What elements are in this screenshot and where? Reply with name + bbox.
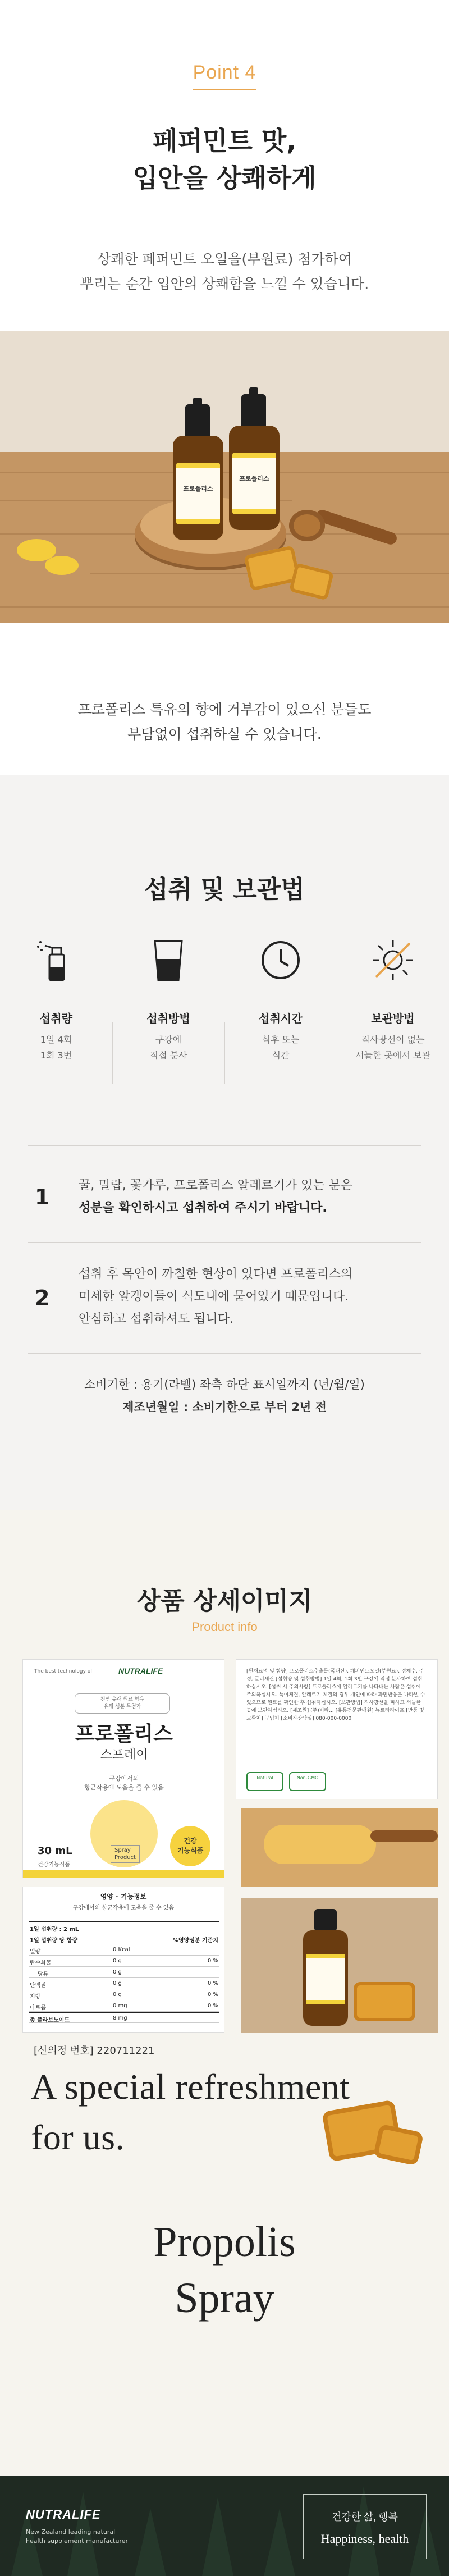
point-description (0, 247, 449, 296)
footer (0, 2476, 449, 2576)
tree-silhouette (135, 2509, 166, 2576)
footer-tagline-line: New Zealand leading natural (26, 2528, 116, 2536)
tree-silhouette (264, 2509, 295, 2576)
nutrition-header-row (29, 1922, 219, 1933)
functional-row (29, 2012, 219, 2023)
note-text (79, 1175, 427, 1220)
intake-icon-row (0, 938, 449, 1098)
note-line-bold: 성분을 확인하시고 섭취하여 주시기 바랍니다. (79, 1201, 327, 1215)
nutrient-name: 열량 (30, 1949, 41, 1955)
footer-logo: NUTRALIFE (26, 2508, 101, 2522)
bottle-photo (241, 1898, 438, 2033)
spray-tag-line: Product (114, 1855, 136, 1861)
point-headline (0, 122, 449, 197)
intake-item-title: 섭취량 (40, 1012, 72, 1025)
footer-tagline-line: health supplement manufacturer (26, 2537, 128, 2545)
bottle-cap (185, 404, 210, 438)
spray-icon (34, 938, 79, 983)
nutrient-name: 단백질 (30, 1983, 46, 1989)
col-header: %영양성분 기준치 (172, 1938, 218, 1944)
functional-value: 8 mg (113, 2015, 127, 2021)
nutrition-subtitle: 구강에서의 항균작용에 도움을 줄 수 있음 (72, 1905, 175, 1911)
honeycomb-piece (373, 2123, 424, 2166)
functional-name: 총 플라보노이드 (30, 2017, 70, 2024)
ingredient-text: [원재료명 및 함량] 프로폴리스추출물(국내산), 페퍼민트오일(부원료), 정제수, 주정, 글리세린 [섭취량 및 섭취방법] 1일 4회, 1회 3번 구강에 직접 분사하여 섭취하십시오. [섭취 시 주의사항] 프로폴리스에 알레르기를 나타내는 사람은 섭취에 주의하십시오. 특이체질, 알레르기 체질의 경우 개인에 따라 과민반응을 나타낼 수 있으므로 원료를 확인한 후 섭취하십시오. [보관방법] 직사광선을 피하고 서늘한 곳에 보관하십시오. [제조원] (주)비타... [유통전문판매원] 뉴트라라이프 [반품 및 교환처] 구입처 [소비자상담실] 080-000-0000 (246, 1669, 425, 1721)
divider (28, 1145, 421, 1146)
bottle-label (176, 463, 220, 524)
bottle-label-text: 프로폴리스 (183, 485, 213, 492)
ingredient-info-panel (236, 1659, 438, 1799)
nutrition-title: 영양 · 기능정보 (100, 1893, 147, 1901)
scent-note-section (0, 623, 449, 775)
product-name-line-1: Propolis (153, 2218, 296, 2266)
product-info-title: 상품 상세이미지 (136, 1587, 313, 1615)
nutrient-name: 탄수화물 (30, 1960, 52, 1966)
nutrient-value: 0 g (113, 1980, 122, 1986)
note-text (79, 1263, 427, 1331)
honey-dipper-head (289, 510, 325, 541)
nutrient-pct: 0 % (207, 1980, 218, 1986)
nutrient-pct: 0 % (207, 1958, 218, 1964)
sun-icon (370, 938, 415, 983)
intake-item-sub-line: 식간 (272, 1050, 290, 1061)
product-name-sub: 스프레이 (100, 1748, 148, 1762)
spoon-handle (370, 1830, 438, 1842)
intake-item-sub-line: 1일 4회 (40, 1034, 72, 1045)
product-name-line-2: Spray (175, 2274, 274, 2322)
nutrition-row (29, 1956, 219, 1967)
honey-spoon (264, 1825, 376, 1864)
expiry-line: 소비기한 : 용기(라벨) 좌측 하단 표시일까지 (년/월/일) (84, 1378, 365, 1391)
intake-item-amount (0, 938, 112, 1098)
product-bottle-left (168, 404, 230, 545)
scent-note-line-2: 부담없이 섭취하실 수 있습니다. (127, 726, 322, 742)
front-tag (75, 1693, 170, 1714)
note-line: 안심하고 섭취하셔도 됩니다. (79, 1312, 234, 1326)
front-tag-line: 천연 유래 원료 함유 (100, 1697, 145, 1702)
footer-slogan-en: Happiness, health (320, 2532, 409, 2546)
nutrient-name: 당류 (38, 1971, 49, 1977)
nutrient-value: 0 g (113, 1958, 122, 1964)
intake-item-sub (112, 1032, 224, 1063)
tagline-line-2: for us. (31, 2117, 125, 2157)
natural-badge: Natural (246, 1772, 283, 1791)
intake-item-sub (224, 1032, 337, 1063)
cup-icon (146, 938, 191, 983)
health-food-certification-badge (170, 1826, 210, 1866)
nutrition-serving: 1일 섭취량 : 2 mL (30, 1926, 79, 1933)
cert-line: 건강 (184, 1837, 197, 1845)
wood-grain (0, 606, 449, 608)
nutrient-name: 지방 (30, 1994, 41, 2000)
intake-title: 섭취 및 보관법 (144, 875, 305, 904)
bottle-label (232, 453, 276, 514)
expiry-info (0, 1373, 449, 1418)
divider (28, 1353, 421, 1354)
intake-item-sub-line: 직접 분사 (149, 1050, 187, 1061)
front-tag-line: 유해 성분 무첨가 (103, 1704, 141, 1710)
intake-item-sub-line: 서늘한 곳에서 보관 (355, 1050, 430, 1061)
intake-item-title: 보관방법 (371, 1012, 415, 1025)
headline-line-2: 입안을 상쾌하게 (132, 163, 317, 193)
bottle-label-text: 프로폴리스 (239, 475, 269, 482)
tagline-line-1: A special refreshment (31, 2067, 350, 2107)
product-name: 프로폴리스 (75, 1723, 173, 1746)
headline-line-1: 페퍼민트 맛, (153, 126, 296, 156)
hero-product-photo (0, 331, 449, 623)
intake-item-storage (337, 938, 449, 1098)
intake-item-title: 섭취시간 (259, 1012, 303, 1025)
front-function-line: 구강에서의 (109, 1775, 139, 1782)
cert-line: 기능식품 (177, 1847, 204, 1855)
intake-item-sub-line: 1회 3번 (40, 1050, 72, 1061)
point-label: Point 4 (0, 62, 449, 90)
clock-icon (258, 938, 303, 983)
product-bottle-right (224, 394, 286, 535)
note-line: 미세한 알갱이들이 식도내에 묻어있기 때문입니다. (79, 1290, 349, 1304)
intake-item-method (112, 938, 224, 1098)
nutrition-table (29, 1921, 219, 2023)
volume: 30 mL (38, 1845, 72, 1857)
intake-item-title: 섭취방법 (146, 1012, 190, 1025)
front-label-panel (22, 1659, 224, 1878)
description-line-1: 상쾌한 페퍼민트 오일을(부원료) 첨가하여 (97, 251, 352, 267)
non-gmo-badge: Non-GMO (289, 1772, 326, 1791)
intake-item-sub-line: 구강에 (155, 1034, 182, 1045)
nutrient-value: 0 g (113, 1992, 122, 1998)
nutrient-value: 0 Kcal (113, 1947, 130, 1953)
col-header: 1일 섭취량 당 함량 (30, 1938, 78, 1944)
brand-line: The best technology of (34, 1669, 93, 1674)
intake-item-sub (0, 1032, 112, 1063)
intake-item-sub (337, 1032, 449, 1063)
front-function-text (34, 1774, 214, 1792)
front-function-line: 항균작용에 도움을 줄 수 있음 (84, 1784, 164, 1791)
divider (28, 1242, 421, 1243)
nutrient-name: 나트륨 (30, 2005, 46, 2011)
footer-slogan-box (303, 2494, 427, 2559)
nutralife-logo: NUTRALIFE (118, 1666, 163, 1675)
registration-number: [신의정 번호] 220711221 (34, 2045, 155, 2057)
bottle-cap (241, 394, 266, 428)
description-line-2: 뿌리는 순간 입안의 상쾌함을 느낄 수 있습니다. (80, 276, 369, 292)
note-number: 1 (35, 1185, 50, 1209)
nutrient-value: 0 g (113, 1969, 122, 1975)
footer-slogan-ko: 건강한 삶, 행복 (332, 2511, 398, 2523)
nutrient-pct: 0 % (207, 1992, 218, 1998)
nutrition-row (29, 1978, 219, 1989)
photo-bottle-cap (314, 1909, 337, 1931)
note-line: 섭취 후 목안이 까칠한 현상이 있다면 프로폴리스의 (79, 1267, 353, 1281)
nutrition-row (29, 1967, 219, 1978)
photo-bottle-label (306, 1954, 345, 2004)
point4-section (0, 0, 449, 331)
product-info-section (0, 1510, 449, 2476)
nutrition-row (29, 1989, 219, 2000)
note-line: 꿀, 밀랍, 꽃가루, 프로폴리스 알레르기가 있는 분은 (79, 1179, 352, 1193)
nutrition-row (29, 1944, 219, 1956)
intake-item-sub-line: 직사광선이 없는 (361, 1034, 425, 1045)
product-info-subtitle: Product info (191, 1620, 258, 1634)
nutrition-panel (22, 1887, 224, 2033)
intake-storage-section (0, 775, 449, 1510)
scent-note-line-1: 프로폴리스 특유의 향에 거부감이 있으신 분들도 (77, 701, 372, 718)
expiry-line: 제조년월일 : 소비기한으로 부터 2년 전 (122, 1400, 327, 1414)
nutrition-row (29, 2000, 219, 2012)
nutrient-value: 0 mg (113, 2003, 127, 2009)
spray-product-tag (111, 1845, 140, 1863)
honey-photo (241, 1808, 438, 1887)
footer-tagline (26, 2528, 128, 2546)
nutrient-pct: 0 % (207, 2003, 218, 2009)
tree-silhouette (202, 2497, 233, 2576)
spray-tag-line: Spray (114, 1847, 131, 1853)
intake-item-sub-line: 식후 또는 (262, 1034, 300, 1045)
honeycomb-piece (354, 1982, 415, 2021)
scent-note (0, 697, 449, 747)
label-yellow-band (23, 1870, 224, 1878)
nutrition-col-header (29, 1933, 219, 1944)
flower-decoration (45, 556, 79, 575)
note-number: 2 (35, 1286, 50, 1310)
volume-sub: 건강기능식품 (38, 1862, 70, 1868)
intake-item-time (224, 938, 337, 1098)
